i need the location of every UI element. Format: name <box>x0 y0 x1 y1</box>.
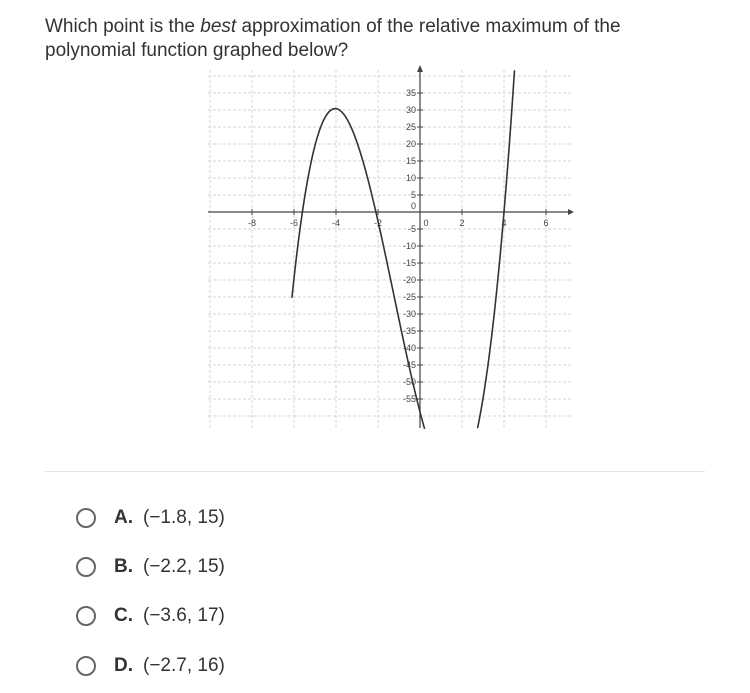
y-axis-arrow-icon <box>417 65 423 72</box>
x-tick-label: 2 <box>459 218 465 228</box>
y-tick-label: -15 <box>402 258 416 268</box>
y-tick-label: -5 <box>407 224 416 234</box>
choice-letter: C. <box>114 605 133 626</box>
choice-value: (−2.2, 15) <box>143 556 225 577</box>
y-tick-label: 30 <box>405 105 416 115</box>
choice-letter: B. <box>114 556 133 577</box>
y-tick-label: -25 <box>402 292 416 302</box>
y-tick-label: 10 <box>405 173 416 183</box>
polynomial-graph <box>200 64 580 430</box>
choice-letter: D. <box>114 655 133 676</box>
y-tick-label: -35 <box>402 326 416 336</box>
question-text <box>45 15 705 63</box>
radio-icon[interactable] <box>76 557 96 577</box>
divider <box>45 471 705 472</box>
y-tick-label: -45 <box>402 360 416 370</box>
choice-a[interactable] <box>76 500 376 536</box>
y-tick-label: -40 <box>402 343 416 353</box>
y-tick-label: 20 <box>405 139 416 149</box>
y-tick-label: -30 <box>402 309 416 319</box>
x-tick-label: -4 <box>331 218 341 228</box>
choice-value: (−3.6, 17) <box>143 605 225 626</box>
radio-icon[interactable] <box>76 508 96 528</box>
choice-letter: A. <box>114 507 133 528</box>
y-tick-label: 5 <box>410 190 416 200</box>
choice-value: (−1.8, 15) <box>143 507 225 528</box>
question-part1: Which point is the <box>45 16 201 37</box>
question-emphasis: best <box>200 16 237 37</box>
question-part2: approximation of the relative maximum of the polynomial function graphed below? <box>45 16 621 61</box>
x-tick-label: 0 <box>423 218 429 228</box>
x-tick-label: 6 <box>543 218 549 228</box>
x-tick-label: 4 <box>501 218 507 228</box>
y-tick-label: -10 <box>402 241 416 251</box>
x-axis-arrow-icon <box>568 209 574 215</box>
y-tick-label: -50 <box>402 377 416 387</box>
choice-c[interactable] <box>76 598 376 634</box>
y-tick-label: -20 <box>402 275 416 285</box>
x-tick-label: -2 <box>373 218 383 228</box>
y-tick-label: 0 <box>410 201 416 211</box>
choice-value: (−2.7, 16) <box>143 655 225 676</box>
choice-b[interactable] <box>76 549 376 585</box>
x-tick-label: -6 <box>289 218 299 228</box>
x-tick-label: -8 <box>247 218 257 228</box>
y-tick-label: 25 <box>405 122 416 132</box>
radio-icon[interactable] <box>76 606 96 626</box>
choice-d[interactable] <box>76 648 376 684</box>
graph-svg <box>200 64 580 430</box>
y-tick-label: -55 <box>402 394 416 404</box>
radio-icon[interactable] <box>76 656 96 676</box>
y-tick-label: 35 <box>405 88 416 98</box>
y-tick-label: 15 <box>405 156 416 166</box>
